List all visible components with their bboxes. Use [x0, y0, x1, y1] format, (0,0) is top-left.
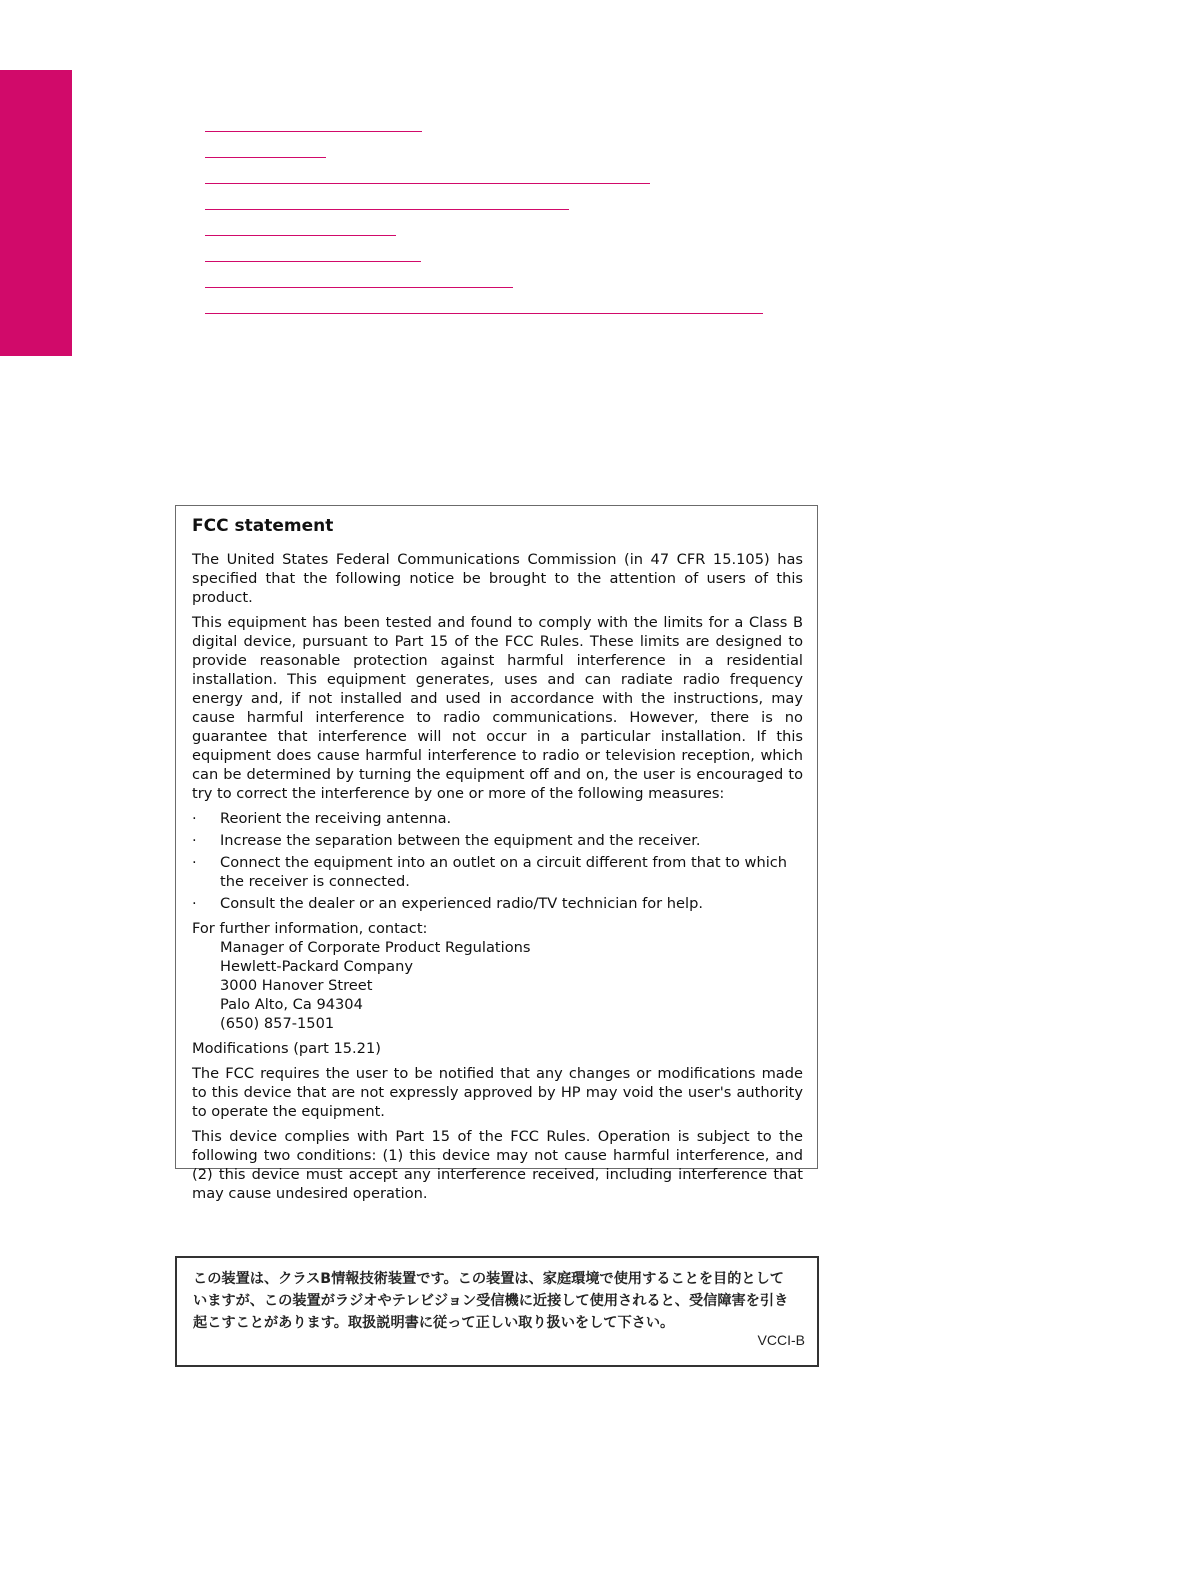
contact-line: 3000 Hanover Street [220, 977, 373, 994]
vcci-line: 起こすことがあります。取扱説明書に従って正しい取り扱いをして下さい。 [193, 1315, 675, 1331]
list-item: · Increase the separation between the equipment and the receiver. [192, 832, 701, 849]
contact-line: Manager of Corporate Product Regulations [220, 939, 531, 956]
modifications-paragraph: The FCC requires the user to be notified that any changes or modifications made to this device that are not expressly approved by HP may void the user's authority to operate the equipment. [192, 1065, 803, 1120]
fcc-statement-box [175, 505, 818, 1202]
contact-address [220, 938, 803, 1033]
fcc-statement-title: FCC statement [192, 516, 334, 536]
vcci-notice-box [175, 1256, 819, 1367]
contact-line: Palo Alto, Ca 94304 [220, 996, 363, 1013]
toc-link-underline[interactable] [205, 287, 513, 288]
toc-link-underline[interactable] [205, 261, 421, 262]
list-item: · Connect the equipment into an outlet on a circuit different from that to which the receiver is connected. [192, 854, 788, 890]
fcc-intro-paragraph: The United States Federal Communications Commission (in 47 CFR 15.105) has specified that the following notice be brought to the attention of users of this product. [192, 551, 803, 606]
vcci-class-label: VCCI-B [757, 1332, 805, 1348]
toc-link-underline[interactable] [205, 209, 569, 210]
contact-line: (650) 857-1501 [220, 1015, 335, 1032]
list-item: · Reorient the receiving antenna. [192, 810, 452, 827]
toc-link-underline[interactable] [205, 157, 326, 158]
fcc-measures-list [192, 809, 803, 913]
vcci-line: いますが、この装置がラジオやテレビジョン受信機に近接して使用されると、受信障害を引き [193, 1293, 789, 1309]
chapter-side-tab [0, 70, 72, 356]
compliance-paragraph: This device complies with Part 15 of the FCC Rules. Operation is subject to the following two conditions: (1) this device may not cause harmful interference, and (2) this device must accept any interference received, including interference that may cause undesired operation. [192, 1128, 803, 1202]
bullet-icon: · [192, 854, 197, 871]
list-item: · Consult the dealer or an experienced radio/TV technician for help. [192, 895, 703, 912]
toc-link-underline[interactable] [205, 235, 396, 236]
contact-intro: For further information, contact: [192, 920, 428, 937]
bullet-icon: · [192, 832, 197, 849]
modifications-heading: Modifications (part 15.21) [192, 1040, 381, 1057]
contact-line: Hewlett-Packard Company [220, 958, 413, 975]
toc-link-underline[interactable] [205, 313, 763, 314]
toc-link-underline[interactable] [205, 131, 422, 132]
bullet-icon: · [192, 810, 197, 827]
vcci-notice-text [193, 1268, 805, 1334]
vcci-line: この装置は、クラスB情報技術装置です。この装置は、家庭環境で使用することを目的として [193, 1271, 784, 1287]
bullet-icon: · [192, 895, 197, 912]
toc-link-underline[interactable] [205, 183, 650, 184]
fcc-body-paragraph: This equipment has been tested and found to comply with the limits for a Class B digital device, pursuant to Part 15 of the FCC Rules. These limits are designed to provide reasonable protection against harmful interference in a residential installation. This equipment generates, uses and can radiate radio frequency energy and, if not installed and used in accordance with the instructions, may cause harmful interference to radio communications. However, there is no guarantee that interference will not occur in a particular installation. If this equipment does cause harmful interference to radio or television reception, which can be determined by turning the equipment off and on, the user is encouraged to try to correct the interference by one or more of the following measures: [192, 614, 803, 802]
